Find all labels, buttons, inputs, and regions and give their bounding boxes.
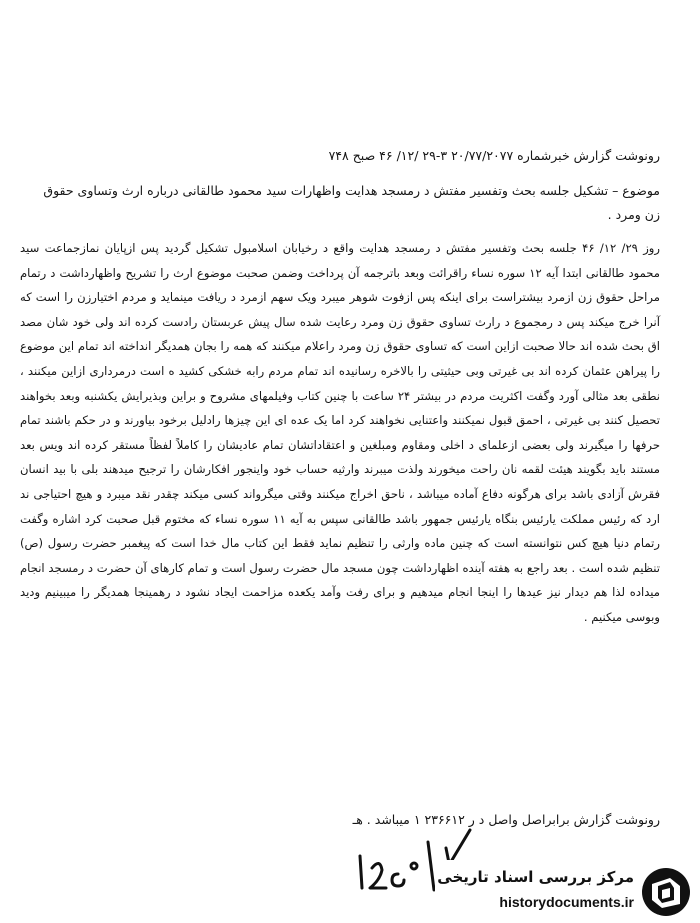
archive-watermark [435, 860, 700, 923]
archive-url: historydocuments.ir [499, 894, 634, 910]
report-body [20, 236, 660, 630]
subject-line: موضوع – تشکیل جلسه بحث وتفسیر مفتش د رمسجد هدایت واظهارات سید محمود طالقانی درباره ارث وتساوی حقوق زن ومرد . [43, 183, 660, 222]
report-header-line: رونوشت گزارش خبرشماره ۲۰/۷۷/۲۰۷۷ ۳-۲۹ /۱۲/ ۴۶ صبح ۷۴۸ [328, 148, 660, 163]
archive-name: مرکز بررسی اسناد تاریخی [437, 868, 634, 886]
certified-copy-line: رونوشت گزارش برابراصل واصل د ر ۲۳۶۶۱۲ ۱ میباشد . هـ [352, 812, 660, 827]
body-paragraph: روز ۲۹/ ۱۲/ ۴۶ جلسه بحث وتفسیر مفتش د رمسجد هدایت واقع د رخیابان اسلامبول تشکیل گردید پس ازپایان نمازجماعت سید محمود طالقانی ابتدا آیه ۱۲ سوره نساء راقرائت وبعد باترجمه آن پرداخت وضمن صحبت موضوع ارث را تشریح واظهارداشت د رتمام مراحل حقوق زن ازمرد بیشتراست برای اینکه پس ازفوت شوهر میبرد ویک سهم ازمرد د ریافت مینماید و مردم اختیارزن را است که آنرا خرج میکند پس د رمجموع د رارث تساوی حقوق زن ومرد رعایت شده سال پیش عربستان رادست کرده اند ولی خود شان مصد اق بحث شده اند حالا صحبت ازاین است که تساوی حقوق زن ومرد راعلام میکنند که همه را بجان همدیگر انداخته اند تمام این موضوع را پیراهن عثمان کرده اند بی غیرتی وبی حیثیتی را بالاخره رسانیده اند تمام مردم رابه خشکی کشید ه است درمرداری ازاین میکنند ، نطقی بعد مثالی آورد وگفت اکثریت مردم در بیشتر ۲۴ ساعت با چنین کتاب وفیلمهای مشروح و براین وبذیرایش یکشنبه وبعد بخواهند تحصیل کنند بی غیرتی ، احمق قبول نمیکنند واعتنایی نخواهند کرد اما یک عده ای این چیزها رادلیل برخود بیاورند و در حکم باشند تمام حرفها را میگیرند ولی بعضی ازعلمای د اخلی ومقاوم ومبلغین و اعتقاداتشان تمام عادیشان را کاملاً لفظاً مستقر کرده اند ویس بعد مستند باید بگویند هیئت لقمه نان راحت میخورند ولذت میبرند وارثیه حساب خود واینجور افکارشان را ترجیح میدهند بلی با بید انسان فقرش آزادی باشد برای هرگونه دفاع آماده میباشد ، ناحق اخراج میکنند وقتی میگرواند کسی میکند چقدر نقد میبرد و هیچ احتیاجی ند ارد که رئیس مملکت یارئیس بنگاه یارئیس جمهور باشد طالقانی سپس به آیه ۱۱ سوره نساء که مختوم قبل صحبت کرد اشاره وگفت رتمام دنیا هیچ کس نتوانسته است که چنین ماده وارثی را تنظیم نماید فقط این کتاب مال خدا است که پیغمبر حضرت رسول (ص) تنظیم شده است . بعد راجع به هفته آینده اظهارداشت چون مسجد مال حضرت رسول است و تمام کارهای آن حضرت د رمسجد انجام میداده لذا هم دیدار نیز عیدها را اینجا انجام میدهیم و برای رفت وآمد یکعده مزاحمت ایجاد نشود د رهمینجا همدیگر را میبینیم ودید وبوسی میکنیم . [20, 241, 660, 624]
archive-logo-icon [640, 866, 692, 918]
